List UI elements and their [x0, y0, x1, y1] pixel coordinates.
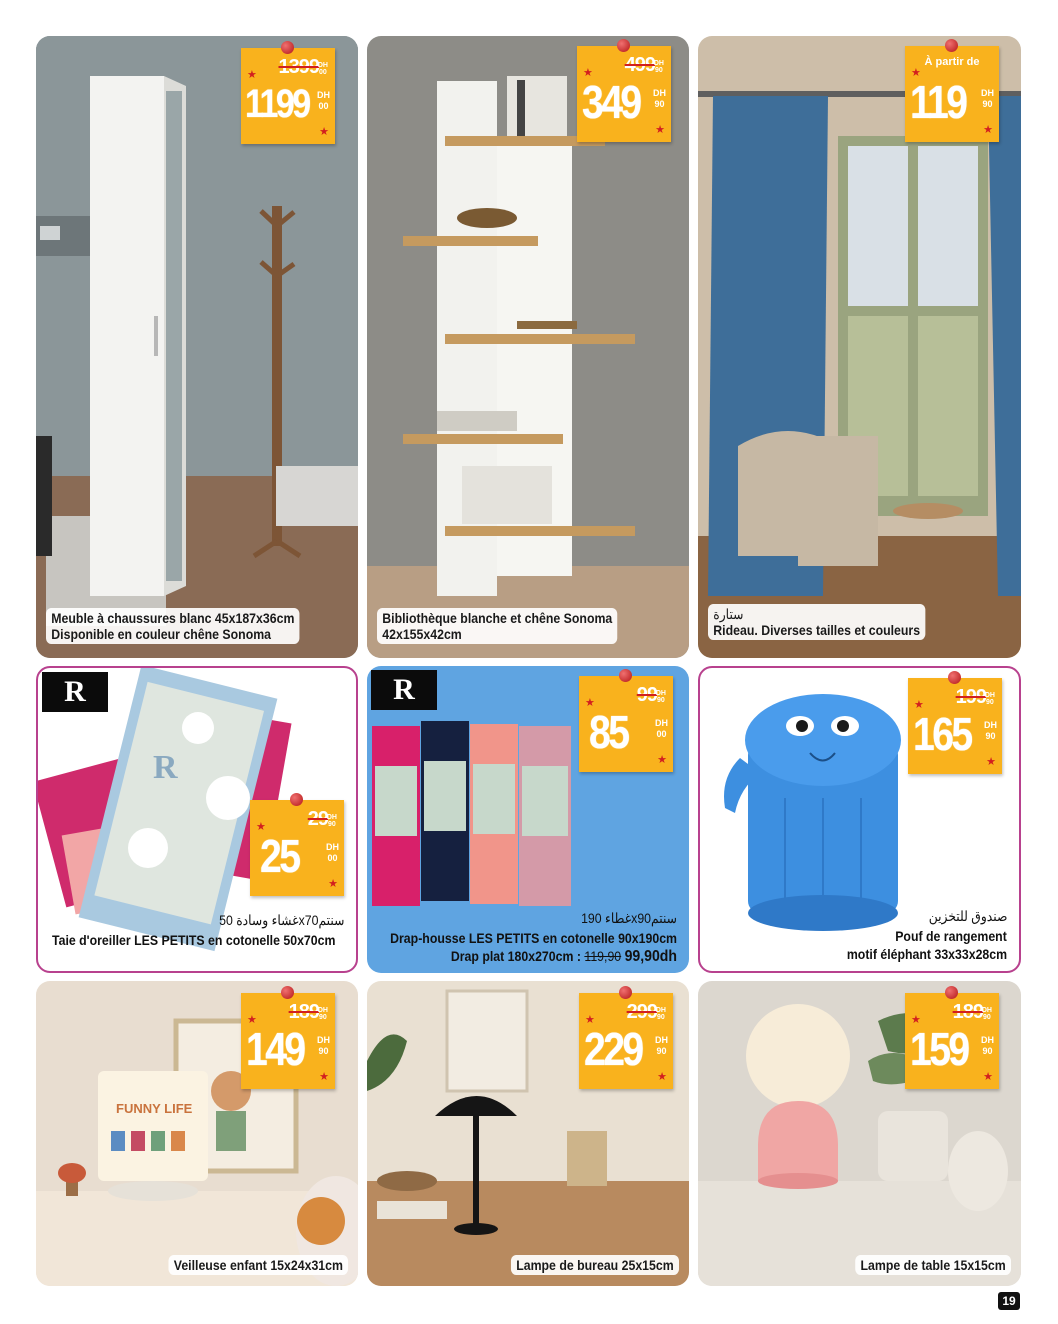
price-tag: [905, 993, 999, 1089]
drap-plat-label: Drap plat 180x270cm :: [450, 948, 585, 964]
star-icon: ★: [911, 1014, 921, 1026]
price-unit: DH 00: [326, 842, 339, 863]
pin-icon: [945, 39, 958, 52]
star-icon: ★: [657, 754, 667, 766]
caption-line: 42x155x42cm: [382, 626, 462, 642]
star-icon: ★: [585, 697, 595, 709]
price: 85: [589, 706, 628, 758]
caption-line: [451, 948, 677, 965]
pin-icon: [281, 41, 294, 54]
old-price-cents: DH 90: [317, 1007, 328, 1021]
price-unit: DH 90: [984, 720, 997, 741]
price-tag: [908, 678, 1002, 774]
old-price-cents: DH 90: [981, 1007, 992, 1021]
star-icon: ★: [583, 67, 593, 79]
product-caption: Veilleuse enfant 15x24x31cm: [168, 1255, 348, 1275]
caption-line: Meuble à chaussures blanc 45x187x36cm: [51, 610, 295, 626]
old-price: 299: [626, 1001, 657, 1023]
caption-line: motif éléphant 33x33x28cm: [846, 946, 1007, 962]
caption-line: Pouf de rangement: [895, 928, 1007, 944]
price-tag: [579, 676, 673, 772]
star-icon: ★: [983, 124, 993, 136]
price-unit: DH 90: [653, 88, 666, 109]
product-card-desk-lamp: [367, 981, 689, 1286]
product-card-table-lamp: [698, 981, 1021, 1286]
star-icon: ★: [986, 756, 996, 768]
caption-arabic: صندوق للتخزين: [928, 908, 1007, 924]
old-price: 99: [636, 684, 657, 706]
page-number: 19: [998, 1292, 1020, 1310]
old-price: 499: [624, 54, 655, 76]
price: 25: [260, 830, 299, 882]
caption-line: Disponible en couleur chêne Sonoma: [51, 626, 272, 642]
old-price-cents: DH 90: [655, 690, 666, 704]
old-price: 29: [307, 808, 328, 830]
product-caption: [377, 608, 618, 644]
star-icon: ★: [655, 124, 665, 136]
star-icon: ★: [914, 699, 924, 711]
price-tag: [577, 46, 671, 142]
caption-arabic: غطاء 190x90سنتم: [581, 910, 677, 926]
lamp-text: FUNNY LIFE: [116, 1101, 193, 1116]
old-price-cents: DH 00: [317, 62, 328, 76]
price-tag: [579, 993, 673, 1089]
star-icon: ★: [247, 1014, 257, 1026]
product-caption: [708, 604, 925, 640]
product-card-shoe-cabinet: [36, 36, 358, 658]
price-tag: [905, 46, 999, 142]
old-price: 1399: [278, 56, 319, 78]
old-price-cents: DH 90: [655, 1007, 666, 1021]
product-card-pillowcase: [36, 666, 358, 973]
price-unit: DH 00: [655, 718, 668, 739]
caption-arabic: ستارة: [713, 606, 744, 622]
star-icon: ★: [585, 1014, 595, 1026]
price: 349: [582, 76, 640, 128]
star-icon: ★: [319, 126, 329, 138]
old-price-cents: DH 90: [326, 814, 337, 828]
pin-icon: [281, 986, 294, 999]
star-icon: ★: [657, 1071, 667, 1083]
caption-line: Taie d'oreiller LES PETITS en cotonelle 50x70cm: [52, 932, 336, 948]
old-price: 189: [952, 1001, 983, 1023]
price-unit: DH 90: [655, 1035, 668, 1056]
pin-icon: [619, 669, 632, 682]
product-card-bookshelf: [367, 36, 689, 658]
pin-icon: [619, 986, 632, 999]
product-caption: Lampe de bureau 25x15cm: [511, 1255, 679, 1275]
old-price-cents: DH 90: [984, 692, 995, 706]
product-card-curtain: [698, 36, 1021, 658]
brand-logo: R: [42, 672, 108, 712]
caption-line: Rideau. Diverses tailles et couleurs: [713, 622, 921, 638]
product-card-fitted-sheet: [367, 666, 689, 973]
product-caption: [46, 608, 300, 644]
price-unit: DH 90: [981, 1035, 994, 1056]
price-unit: DH 90: [317, 1035, 330, 1056]
star-icon: ★: [983, 1071, 993, 1083]
drap-plat-price: 99,90dh: [624, 948, 677, 965]
caption-line: Drap-housse LES PETITS en cotonelle 90x190cm: [390, 930, 677, 946]
star-icon: ★: [328, 878, 338, 890]
star-icon: ★: [319, 1071, 329, 1083]
price: 149: [246, 1023, 304, 1075]
price: 165: [913, 708, 971, 760]
caption-line: Bibliothèque blanche et chêne Sonoma: [382, 610, 613, 626]
price: 119: [910, 76, 966, 128]
price-prefix: À partir de: [924, 56, 980, 68]
price-unit: DH 00: [317, 90, 330, 111]
price-tag: [250, 800, 344, 896]
drap-plat-old-price: 119,90: [584, 948, 622, 964]
star-icon: ★: [247, 69, 257, 81]
old-price: 199: [955, 686, 986, 708]
price: 1199: [245, 82, 309, 126]
price-unit: DH 90: [981, 88, 994, 109]
old-price-cents: DH 90: [653, 60, 664, 74]
price-tag: [241, 48, 335, 144]
brand-logo: R: [371, 670, 437, 710]
price-tag: [241, 993, 335, 1089]
svg-text:R: R: [153, 749, 178, 786]
price: 229: [584, 1023, 642, 1075]
product-caption: Lampe de table 15x15cm: [855, 1255, 1011, 1275]
product-card-storage-pouf: [698, 666, 1021, 973]
caption-arabic: غشاء وسادة 50x70سنتم: [218, 912, 344, 928]
pin-icon: [290, 793, 303, 806]
price: 159: [910, 1023, 968, 1075]
pin-icon: [617, 39, 630, 52]
product-card-night-light: [36, 981, 358, 1286]
star-icon: ★: [911, 67, 921, 79]
star-icon: ★: [256, 821, 266, 833]
pin-icon: [948, 671, 961, 684]
pin-icon: [945, 986, 958, 999]
old-price: 189: [288, 1001, 319, 1023]
